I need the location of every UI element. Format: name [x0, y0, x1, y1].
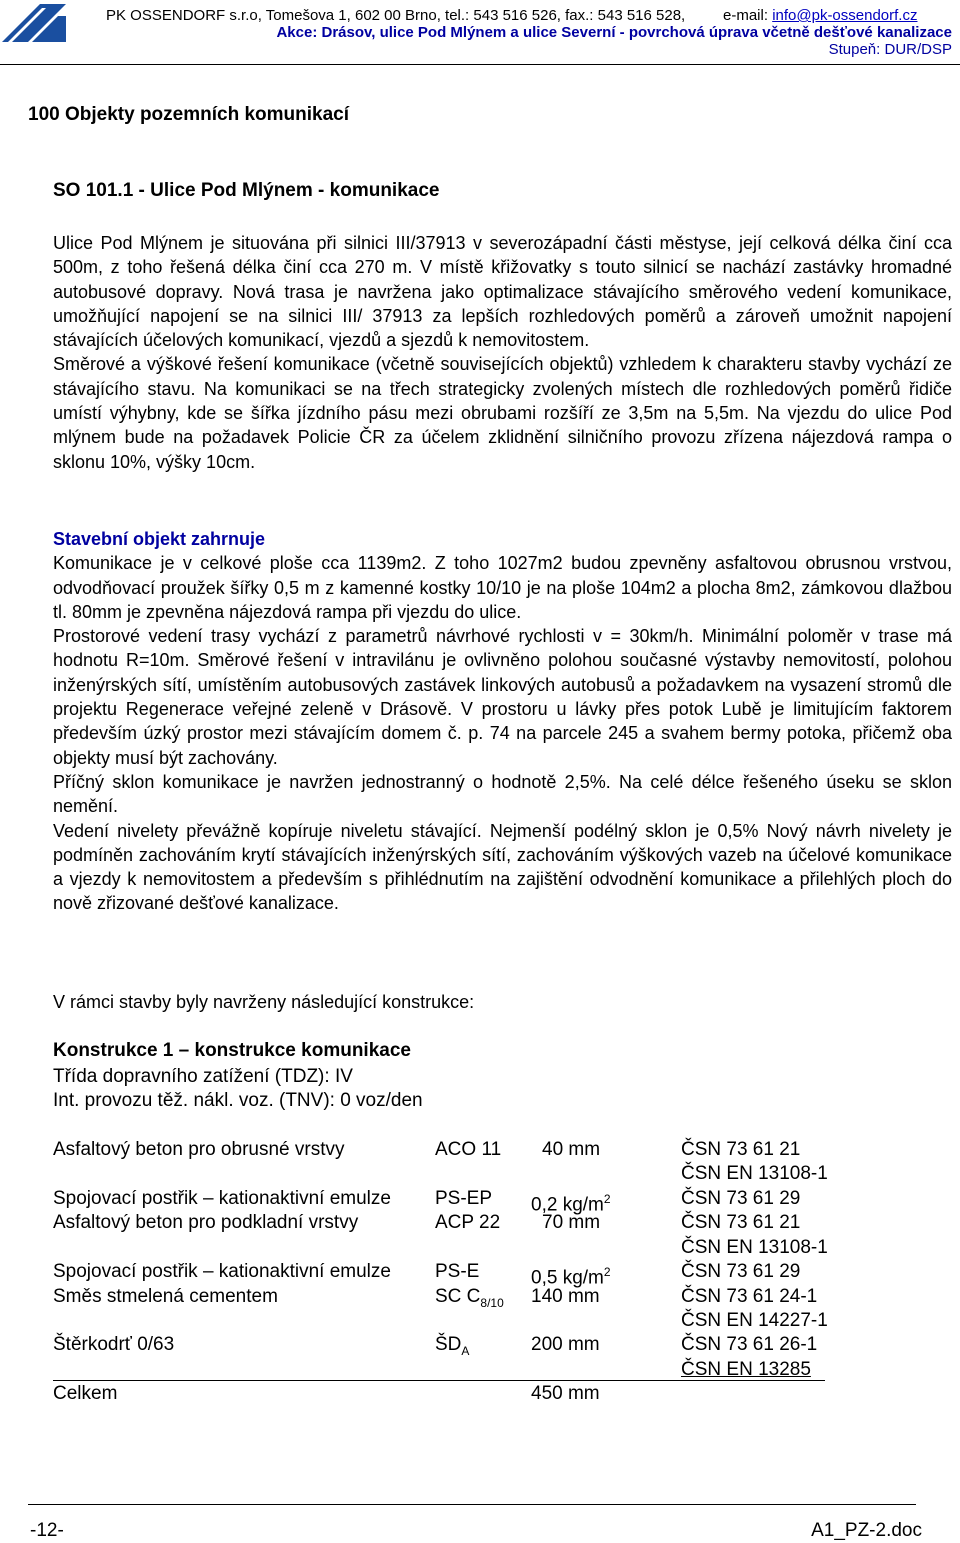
section-paragraph-3: Příčný sklon komunikace je navržen jednostranný o hodnotě 2,5%. Na celé délce řešeného úseku se sklon nemění.: [53, 771, 952, 817]
layer-name: Spojovací postřik – kationaktivní emulze: [53, 1261, 391, 1282]
intro-paragraph-1: Ulice Pod Mlýnem je situována při silnici III/37913 v severozápadní části městyse, její celková délka činí cca 500m, z toho řešená délka činí cca 270 m. V místě křižovatky s touto silnicí se nachází zastávky hromadné autobusové dopravy. Nová trasa je navržena jako optimalizace stávajícího směrového vedení komunikace, umožňující napojení se na silnici III/ 37913 za lepších rozhledových poměrů a zároveň umožnit napojení stávajících účelových komunikací, vjezdů a sjezdů k nemovitostem.: [53, 233, 952, 351]
construction-tdz: Třída dopravního zatížení (TDZ): IV: [53, 1066, 353, 1087]
code-value: ŠD: [435, 1334, 462, 1355]
page-header: [0, 0, 960, 68]
layer-name: Asfaltový beton pro podkladní vrstvy: [53, 1212, 359, 1233]
layer-standard: ČSN 73 61 21: [681, 1139, 801, 1160]
layer-code: PS-EP: [435, 1188, 493, 1209]
layer-code: ACO 11: [435, 1139, 502, 1160]
layer-amount: 70 mm: [542, 1212, 601, 1233]
intro-paragraph-2: Směrové a výškové řešení komunikace (včetně souvisejících objektů) vzhledem k charakteru stavby vychází ze stávajícího stavu. Na komunikaci se na třech strategicky zvolených místech dle rozhledových poměrů řidiče umístí výhybny, kde se šířka jízdního pásu mezi obrubami rozšíří ze 3,5m na 5,5m. Na vjezdu do ulice Pod mlýnem bude na požadavek Policie ČR za účelem zklidnění silničního provozu zřízena nájezdová rampa o sklonu 10%, výšky 10cm.: [53, 354, 952, 472]
table-row: [53, 1260, 933, 1289]
project-title: Akce: Drásov, ulice Pod Mlýnem a ulice Severní - povrchová úprava včetně dešťové kanalizace: [276, 24, 952, 41]
table-row: [53, 1236, 933, 1260]
layer-standard: ČSN 73 61 26-1: [681, 1334, 818, 1355]
amount-value: 0,2 kg/m: [531, 1194, 604, 1216]
section-paragraph-1: Komunikace je v celkové ploše cca 1139m2. Z toho 1027m2 budou zpevněny asfaltovou obrusnou vrstvou, odvodňovací proužek šířky 0,5 m z kamenné kostky 10/10 je na ploše 104m2 a plocha 8m2, zámkovou dlažbou tl. 80mm je zpevněna nájezdová rampa při vjezdu do ulice.: [53, 553, 952, 622]
layer-standard: ČSN EN 13108-1: [681, 1163, 828, 1184]
layer-standard: ČSN EN 13285: [681, 1359, 811, 1380]
layer-name: Spojovací postřik – kationaktivní emulze: [53, 1188, 391, 1209]
construction-tnv: Int. provozu těž. nákl. voz. (TNV): 0 voz/den: [53, 1090, 423, 1111]
object-heading: SO 101.1 - Ulice Pod Mlýnem - komunikace: [53, 180, 440, 201]
layer-code: ACP 22: [435, 1212, 501, 1233]
email-link[interactable]: info@pk-ossendorf.cz: [772, 7, 918, 24]
company-address: [106, 7, 956, 24]
section-text: [53, 527, 952, 916]
table-row: [53, 1187, 933, 1216]
page-number: -12-: [30, 1520, 64, 1541]
layer-amount: 200 mm: [531, 1334, 600, 1355]
layer-amount: 40 mm: [542, 1139, 601, 1160]
total-value: 450 mm: [531, 1383, 600, 1404]
table-row: [53, 1309, 933, 1333]
total-row: [53, 1382, 933, 1406]
layer-standard: ČSN 73 61 29: [681, 1261, 801, 1282]
code-subscript: 8/10: [480, 1295, 504, 1310]
company-line: PK OSSENDORF s.r.o, Tomešova 1, 602 00 Brno, tel.: 543 516 526, fax.: 543 516 528,: [106, 7, 686, 24]
construction-title: Konstrukce 1 – konstrukce komunikace: [53, 1040, 411, 1061]
chapter-heading: 100 Objekty pozemních komunikací: [28, 104, 349, 125]
email-label: e-mail:: [723, 7, 769, 24]
footer-divider: [28, 1504, 916, 1505]
section-paragraph-2: Prostorové vedení trasy vychází z parametrů návrhové rychlosti v = 30km/h. Minimální poloměr v trase má hodnotu R=10m. Směrové řešení v intravilánu je ovlivněno polohou současné výstavby nemovitostí, polohou inženýrských sítí, umístěním autobusových zastávek linkových autobusů a požadavkem na vysazení stromů dle projektu Regenerace veřejné zeleně v Drásově. V prostoru u lávky přes potok Lubě je limitujícím faktorem především úzký prostor mezi stávajícím domem č. p. 74 na parcele 245 a svahem bermy potoka, přičemž oba objekty musí být zachovány.: [53, 626, 952, 768]
company-logo: [2, 4, 66, 42]
layer-name: Směs stmelená cementem: [53, 1286, 278, 1307]
header-divider: [0, 64, 960, 65]
table-row: [53, 1162, 933, 1186]
code-subscript: A: [461, 1343, 470, 1358]
code-value: SC C: [435, 1286, 481, 1307]
constructions-intro: V rámci stavby byly navrženy následující konstrukce:: [53, 992, 475, 1012]
section-paragraph-4: Vedení nivelety převážně kopíruje niveletu stávající. Nejmenší podélný sklon je 0,5% Nový návrh nivelety je podmíněn zachováním krytí stávajících inženýrských sítí, zachováním výškových vazeb na účelové komunikace a vjezdy k nemovitostem a především s přihlédnutím na zajištění odvodnění komunikace a přilehlých ploch do nově zřizované dešťové kanalizace.: [53, 820, 952, 914]
document-name: A1_PZ-2.doc: [811, 1520, 922, 1541]
layer-name: Štěrkodrť 0/63: [53, 1334, 175, 1355]
table-row: [53, 1358, 933, 1382]
email-line: [723, 7, 917, 24]
project-stage: Stupeň: DUR/DSP: [828, 41, 952, 58]
layer-standard: ČSN 73 61 21: [681, 1212, 801, 1233]
intro-text: [53, 231, 952, 474]
table-row: [53, 1211, 933, 1235]
table-row: [53, 1138, 933, 1162]
section-title: Stavební objekt zahrnuje: [53, 529, 266, 549]
layer-standard: ČSN EN 13108-1: [681, 1237, 828, 1258]
layer-standard: ČSN 73 61 24-1: [681, 1286, 818, 1307]
layer-amount: 140 mm: [531, 1286, 600, 1307]
table-row: [53, 1285, 933, 1309]
total-label: Celkem: [53, 1383, 118, 1404]
amount-value: 0,5 kg/m: [531, 1267, 604, 1289]
amount-exponent: 2: [603, 1265, 611, 1279]
amount-exponent: 2: [603, 1192, 611, 1206]
layer-code: PS-E: [435, 1261, 480, 1282]
total-divider: [53, 1380, 825, 1381]
layer-standard: ČSN EN 14227-1: [681, 1310, 828, 1331]
layer-name: Asfaltový beton pro obrusné vrstvy: [53, 1139, 345, 1160]
table-row: [53, 1333, 933, 1357]
layer-standard: ČSN 73 61 29: [681, 1188, 801, 1209]
